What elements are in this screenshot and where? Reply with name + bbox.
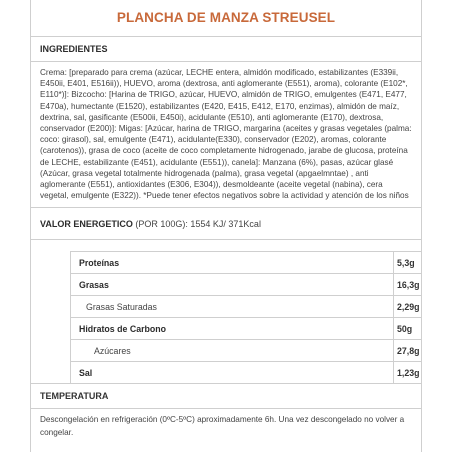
nutrition-row [71,252,422,274]
energy-label: VALOR ENERGETICO [40,219,133,230]
ingredients-text: Crema: [preparado para crema (azúcar, LECHE entera, almidón modificado, estabilizantes (E339ii, E450ii, E401, E516ii)), HUEVO, aroma (dextrosa, anti aglomerante (E551), aroma), colorante (E102*, E110*)]: Bizcocho: [Harina de TRIGO, azúcar, HUEVO, almidón de TRIGO, emulgentes (E471, E477, E470a), humectante (E1520), estabilizantes (E420, E415, E412, E170, enzimas), almidón de maíz, dextrina, sal, gasificante (E500ii, E450i), acidulante (E510), anti aglomerante (E170), dextrosa, conservador (E200)]: Migas: [Azúcar, harina de TRIGO, margarina (aceites y grasas vegetales (palma: coco: girasol), sal, emulgente (E471), acidulante(E330), conservador (E202), aromas, colorante (carotenos)), grasa de coco (aceite de coco completamente hidrogenado, jarabe de glucosa, proteína de LECHE, estabilizante (E451), acidulante (E551)), canela]: Manzana (6%), pasas, azúcar glasé (Azúcar, grasa vegetal totalmente hidrogenada (palma), grasa vegetal (apgaelmntae) , anti aglomerante (E551), antioxidantes (E306, E304)), desmoldeante (aceite vegetal (nabina), cera vegetal, emulgente (E322)). *Puede tener efectos negativos sobre la actividad y atención de los niños [40,68,412,201]
ingredients-heading: INGREDIENTES [31,37,421,62]
nutrition-table [70,251,422,384]
nutrition-value: 2,29g [394,296,422,318]
nutrition-value: 27,8g [394,340,422,362]
nutrition-row [71,296,422,318]
nutrition-value: 1,23g [394,362,422,384]
product-title: PLANCHA DE MANZA STREUSEL [31,0,421,37]
nutrition-label: Proteínas [71,252,394,274]
nutrition-value: 16,3g [394,274,422,296]
energy-value: 1554 KJ/ 371Kcal [190,219,261,230]
nutrition-label: Sal [71,362,394,384]
temperature-text: Descongelación en refrigeración (0ºC-5ºC) aproximadamente 6h. Una vez descongelado no volver a congelar. [40,415,405,437]
nutrition-row [71,274,422,296]
energy-basis: (POR 100G): [135,219,188,230]
energy-section [31,208,421,240]
nutrition-value: 5,3g [394,252,422,274]
product-sheet [30,0,422,452]
nutrition-label: Grasas [71,274,394,296]
nutrition-label: Azúcares [71,340,394,362]
nutrition-value: 50g [394,318,422,340]
temperature-heading: TEMPERATURA [31,384,421,409]
ingredients-section [31,37,421,208]
temperature-section [31,384,421,444]
nutrition-section [31,240,421,384]
nutrition-label: Grasas Saturadas [71,296,394,318]
nutrition-row [71,362,422,384]
nutrition-row [71,340,422,362]
nutrition-label: Hidratos de Carbono [71,318,394,340]
nutrition-row [71,318,422,340]
